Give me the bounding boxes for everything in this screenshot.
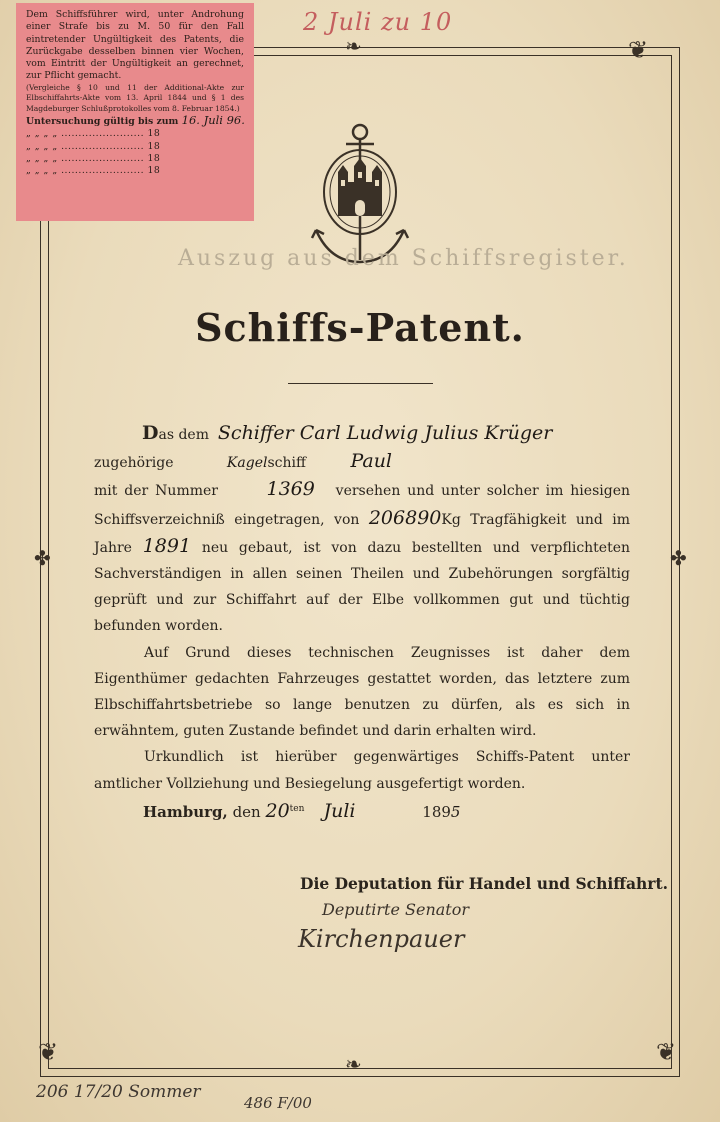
signature-title: Deputirte Senator [322,900,470,919]
day: 20 [265,800,290,822]
corner-ornament-bottom-left: ❦ [38,1038,59,1066]
year-digit: 5 [450,803,461,821]
bottom-right-note: 486 F/00 [244,1094,312,1112]
ship-name: Paul [350,450,393,473]
bottom-left-note: 206 17/20 Sommer [36,1082,201,1102]
stamp-validity [26,114,244,128]
place-date-line: Hamburg, den $20^{ten}$ Juli 1895 [143,800,461,822]
top-center-ornament: ❧ [345,34,362,58]
owner-name: Schiffer Carl Ludwig Julius Krüger [217,422,553,444]
title-divider [288,383,433,384]
deputation-heading: Die Deputation für Handel und Schiffahrt. [300,874,669,893]
tonnage-value: 206890 [368,506,442,529]
paragraph-1: Das dem Schiffer Carl Ludwig Julius Krüger zugehörige Kagelschiff Paul mit der Nummer 1369 versehen und unter solcher im hiesigen Schiffsverzeichniß eingetragen, von 206890Kg Tragfähigkeit und im Jahre 1891 neu gebaut, ist von dazu bestellten und verpflichteten Sachverständigen in allen seinen Theilen und Zubehörungen sorgfältig geprüft und zur Schiffahrt auf der Elbe vollkommen gut und tüchtig befunden worden. [94,422,631,635]
top-handwritten-note: 2 Juli zu 10 [303,8,453,36]
corner-ornament-bottom-right: ❦ [656,1038,677,1066]
month: Juli [323,800,356,822]
pink-notice-label [16,3,254,221]
stamp-note: (Vergleiche § 10 und 11 der Additional-Akte zur Elbschiffahrts-Akte vom 13. April 1844 und § 1 des Magdeburger Schlußprotokolles vom 8. Februar 1854.) [26,82,244,113]
stamp-line: „ „ „ „ ........................ 18 [26,140,161,152]
paragraph-3: Urkundlich ist hierüber gegenwärtiges Schiffs-Patent unter amtlicher Vollziehung und Besiegelung ausgefertigt worden. [94,749,630,792]
paragraph-2: Auf Grund dieses technischen Zeugnisses ist daher dem Eigenthümer gedachten Fahrzeuges gestattet worden, das letztere zum Elbschiffahrtsbetriebe so lange benutzen zu dürfen, als es sich in erwähntem, guten Zustande befindet und darin erhalten wird. [94,644,630,740]
left-side-ornament: ✤ [34,546,51,570]
right-side-ornament: ✤ [670,546,687,570]
faint-register-header: Auszug aus dem Schiffsregister. [178,246,629,271]
stamp-line: „ „ „ „ ........................ 18 [26,165,161,177]
ship-number: 1369 [266,478,315,501]
drop-cap: D [142,422,159,444]
year-prefix: 189 [422,803,451,821]
vessel-type: Kagel [226,455,268,472]
stamp-text: Dem Schiffsführer wird, unter Androhung einer Strafe bis zu M. 50 für den Fall eintretender Ungültigkeit des Patents, die Zurückgabe desselben binnen vier Wochen, vom Eintritt der Ungültigkeit an gerechnet, zur Pflicht gemacht. [26,9,244,82]
stamp-line: „ „ „ „ ........................ 18 [26,128,161,140]
stamp-valid-label: Untersuchung gültig bis zum [26,116,179,127]
document-title: Schiffs-Patent. [195,305,525,350]
corner-ornament-top-right: ❦ [628,36,649,64]
stamp-valid-value: 16. Juli 96. [181,113,245,127]
signature-name: Kirchenpauer [298,925,465,953]
stamp-line: „ „ „ „ ........................ 18 [26,152,161,164]
city: Hamburg, [143,803,228,821]
bottom-center-ornament: ❧ [345,1052,362,1076]
body-text [94,420,630,797]
year-built: 1891 [142,534,192,557]
